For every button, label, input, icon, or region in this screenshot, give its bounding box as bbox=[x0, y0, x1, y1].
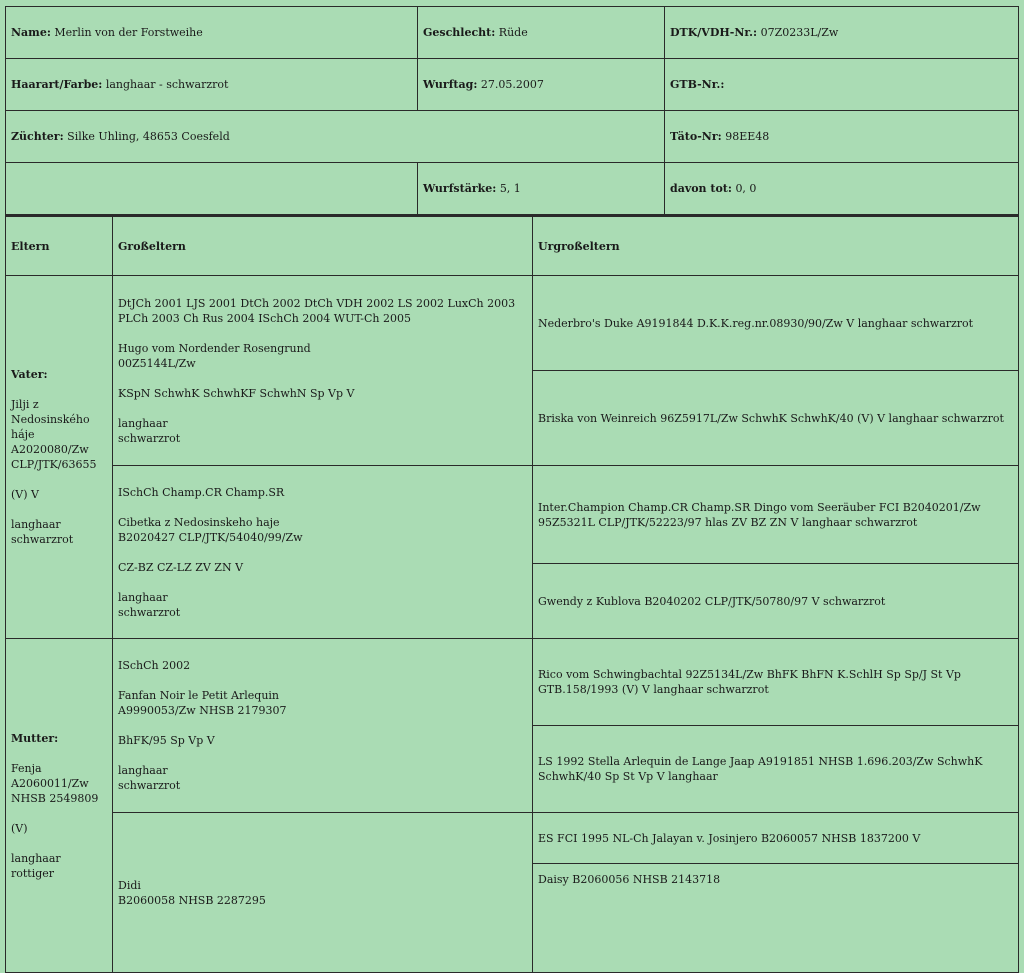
mother-name: Fenja A2060011/Zw NHSB 2549809 bbox=[11, 761, 99, 805]
dtk-label: DTK/VDH-Nr.: bbox=[670, 26, 758, 39]
ggp-mmm: Daisy B2060056 NHSB 2143718 bbox=[533, 864, 1019, 973]
info-row-1 bbox=[6, 7, 1019, 59]
gp-mm-reg: B2060058 NHSB 2287295 bbox=[118, 893, 266, 907]
mother-color: rottiger bbox=[11, 866, 55, 880]
mother-row-1 bbox=[6, 639, 1019, 726]
dead-label: davon tot: bbox=[670, 182, 732, 195]
gp-mf-coat: langhaar bbox=[118, 764, 168, 777]
litterdate-label: Wurftag: bbox=[423, 78, 478, 91]
name-value: Merlin von der Forstweihe bbox=[54, 26, 203, 39]
gp-ff-reg: 00Z5144L/Zw bbox=[118, 356, 196, 370]
sex-value: Rüde bbox=[498, 26, 528, 39]
gp-fm-name: Cibetka z Nedosinskeho haje bbox=[118, 515, 280, 529]
gp-ff-coat: langhaar bbox=[118, 416, 168, 430]
dead-value: 0, 0 bbox=[735, 182, 757, 195]
sex-cell bbox=[418, 7, 665, 59]
coat-value: langhaar - schwarzrot bbox=[105, 78, 229, 91]
gp-fm-coat: langhaar bbox=[118, 590, 168, 604]
gtb-cell bbox=[665, 59, 1019, 111]
mother-cell bbox=[6, 639, 113, 973]
ggp-fmm: Gwendy z Kublova B2040202 CLP/JTK/50780/97 V schwarzrot bbox=[533, 564, 1019, 639]
ggp-mfm: LS 1992 Stella Arlequin de Lange Jaap A9191851 NHSB 1.696.203/Zw SchwhK SchwhK/40 Sp St Vp V langhaar bbox=[533, 726, 1019, 813]
grandparent-ff bbox=[113, 276, 533, 466]
ggp-fff: Nederbro's Duke A9191844 D.K.K.reg.nr.08930/90/Zw V langhaar schwarzrot bbox=[533, 276, 1019, 371]
header-grandparents: Großeltern bbox=[113, 216, 533, 276]
tattoo-value: 98EE48 bbox=[725, 130, 770, 143]
littersize-cell bbox=[418, 163, 665, 215]
dog-info-table bbox=[5, 6, 1019, 215]
dtk-cell bbox=[665, 7, 1019, 59]
ggp-fmf: Inter.Champion Champ.CR Champ.SR Dingo vom Seeräuber FCI B2040201/Zw 95Z5321L CLP/JTK/52223/97 hlas ZV BZ ZN V langhaar schwarzrot bbox=[533, 466, 1019, 564]
father-cell bbox=[6, 276, 113, 639]
breeder-cell bbox=[6, 111, 665, 163]
father-label: Vater: bbox=[11, 368, 48, 381]
coat-cell bbox=[6, 59, 418, 111]
gp-fm-color: schwarzrot bbox=[118, 605, 181, 619]
father-marks: (V) V bbox=[11, 488, 39, 501]
gp-mm-name: Didi bbox=[118, 878, 141, 892]
gp-fm-marks: CZ-BZ CZ-LZ ZV ZN V bbox=[118, 560, 244, 574]
name-label: Name: bbox=[11, 26, 51, 39]
breeder-label: Züchter: bbox=[11, 130, 64, 143]
header-parents: Eltern bbox=[6, 216, 113, 276]
mother-row-3 bbox=[6, 813, 1019, 864]
gp-fm-reg: B2020427 CLP/JTK/54040/99/Zw bbox=[118, 530, 303, 544]
tattoo-label: Täto-Nr: bbox=[670, 130, 722, 143]
dtk-value: 07Z0233L/Zw bbox=[760, 26, 839, 39]
pedigree-header-row bbox=[6, 216, 1019, 276]
grandparent-mf bbox=[113, 639, 533, 813]
name-cell bbox=[6, 7, 418, 59]
coat-label: Haarart/Farbe: bbox=[11, 78, 103, 91]
ggp-mff: Rico vom Schwingbachtal 92Z5134L/Zw BhFK BhFN K.SchlH Sp Sp/J St Vp GTB.158/1993 (V) V langhaar schwarzrot bbox=[533, 639, 1019, 726]
pedigree-document bbox=[5, 6, 1018, 973]
ggp-ffm: Briska von Weinreich 96Z5917L/Zw SchwhK SchwhK/40 (V) V langhaar schwarzrot bbox=[533, 371, 1019, 466]
gp-mf-marks: BhFK/95 Sp Vp V bbox=[118, 734, 215, 747]
littersize-value: 5, 1 bbox=[499, 182, 521, 195]
gtb-label: GTB-Nr.: bbox=[670, 78, 725, 91]
gp-fm-titles: ISchCh Champ.CR Champ.SR bbox=[118, 485, 285, 499]
info-row-3 bbox=[6, 111, 1019, 163]
gp-ff-name: Hugo vom Nordender Rosengrund bbox=[118, 341, 311, 355]
litterdate-cell bbox=[418, 59, 665, 111]
empty-cell bbox=[6, 163, 418, 215]
gp-ff-marks: KSpN SchwhK SchwhKF SchwhN Sp Vp V bbox=[118, 386, 355, 400]
dead-cell bbox=[665, 163, 1019, 215]
father-coat: langhaar bbox=[11, 518, 61, 531]
pedigree-table bbox=[5, 215, 1019, 973]
gp-ff-titles: DtJCh 2001 LJS 2001 DtCh 2002 DtCh VDH 2002 LS 2002 LuxCh 2003 PLCh 2003 Ch Rus 2004 ISchCh 2004 WUT-Ch 2005 bbox=[118, 296, 516, 325]
breeder-value: Silke Uhling, 48653 Coesfeld bbox=[67, 130, 230, 143]
gp-mf-reg: A9990053/Zw NHSB 2179307 bbox=[118, 704, 287, 717]
ggp-mmf: ES FCI 1995 NL-Ch Jalayan v. Josinjero B2060057 NHSB 1837200 V bbox=[533, 813, 1019, 864]
father-row-3 bbox=[6, 466, 1019, 564]
sex-label: Geschlecht: bbox=[423, 26, 496, 39]
grandparent-mm bbox=[113, 813, 533, 973]
gp-ff-color: schwarzrot bbox=[118, 431, 181, 445]
father-name: Jilji z Nedosinského háje bbox=[11, 398, 90, 441]
littersize-label: Wurfstärke: bbox=[423, 182, 497, 195]
info-row-2 bbox=[6, 59, 1019, 111]
gp-mf-name: Fanfan Noir le Petit Arlequin bbox=[118, 689, 280, 702]
info-row-4 bbox=[6, 163, 1019, 215]
father-reg: A2020080/Zw CLP/JTK/63655 bbox=[11, 443, 97, 471]
father-color: schwarzrot bbox=[11, 533, 74, 546]
header-greatgrandparents: Urgroßeltern bbox=[533, 216, 1019, 276]
mother-coat: langhaar bbox=[11, 851, 61, 865]
grandparent-fm bbox=[113, 466, 533, 639]
gp-mf-color: schwarzrot bbox=[118, 779, 181, 792]
gp-mf-titles: ISchCh 2002 bbox=[118, 659, 191, 672]
mother-marks: (V) bbox=[11, 821, 28, 835]
mother-label: Mutter: bbox=[11, 731, 59, 745]
litterdate-value: 27.05.2007 bbox=[480, 78, 544, 91]
tattoo-cell bbox=[665, 111, 1019, 163]
father-row-1 bbox=[6, 276, 1019, 371]
